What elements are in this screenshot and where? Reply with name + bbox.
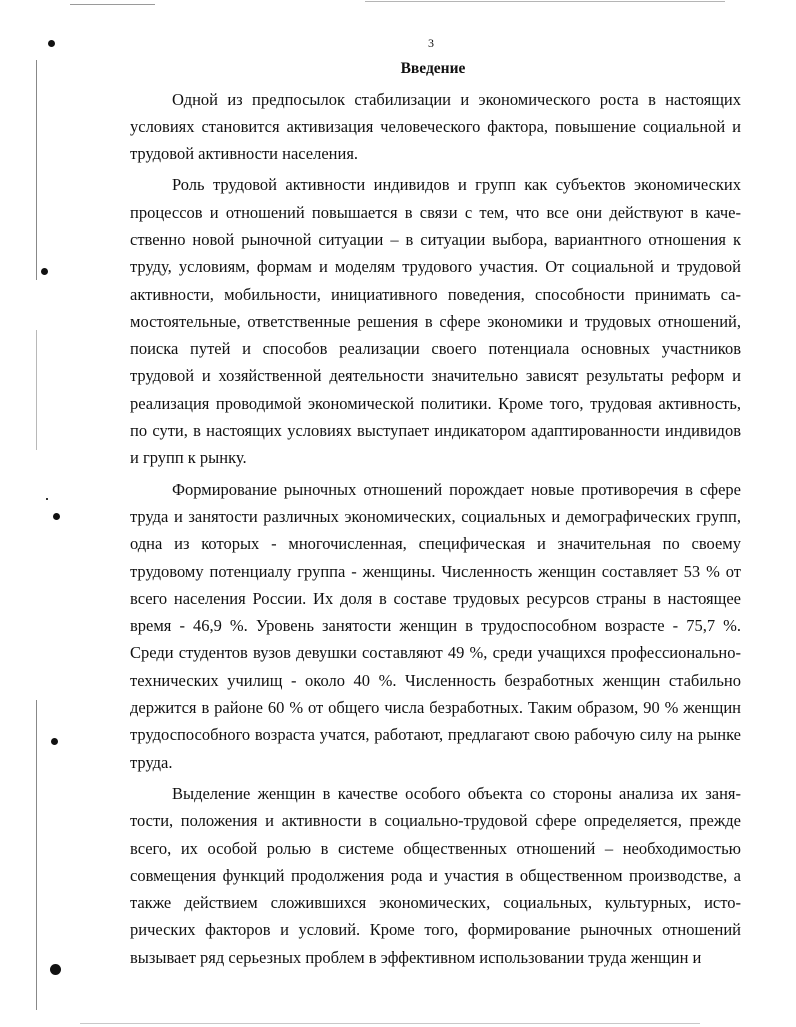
page-title: Введение — [400, 60, 466, 77]
scan-edge-top — [365, 1, 725, 2]
scan-speck — [46, 498, 48, 500]
paragraph-role-of-activity: Роль трудовой активности индивидов и групп как субъектов экономических процессов и отношений повышается в связи с тем, что все они действуют в качественно новой рыночной ситуации – в ситуации выбора, вариантного отношения к труду, условиям, формам и моделям трудового участия. От социальной и трудовой активности, мобильности, инициативного поведения, способности принимать самостоятельные, ответственные решения в сфере экономики и трудовых отношений, поиска путей и способов реализации своего потенциала основных участников трудовой и хозяйственной деятельности значительно зависят результаты реформ и реализация проводимой экономической политики. Кроме того, трудовая активность, по сути, в настоящих условиях выступает индикатором адаптированности индивидов и групп к рынку. — [130, 175, 741, 468]
binding-line — [36, 60, 37, 280]
punch-hole-mark — [50, 964, 61, 975]
punch-hole-mark — [51, 738, 58, 745]
paragraph-women-special-object: Выделение женщин в качестве особого объекта со стороны анализа их занятости, положения и активности в социально-трудовой сфере определяется, прежде всего, их особой ролью в системе общественных отношений – необходимостью совмещения функций продолжения рода и участия в общественном производстве, а также действием сложившихся экономических, социальных, культурных, исторических факторов и условий. Кроме того, формирование рыночных отношений вызывает ряд серьезных проблем в эффективном использовании труда женщин и — [130, 783, 741, 967]
punch-hole-mark — [41, 268, 48, 275]
paragraph-market-relations: Формирование рыночных отношений порождает новые противоречия в сфере труда и занятости различных экономических, социальных и демографических групп, одна из которых - многочисленная, специфическая и значительная по своему трудовому потенциалу группа - женщины. Численность женщин составляет 53 % от всего населения России. Их доля в составе трудовых ресурсов страны в настоящее время - 46,9 %. Уровень занятости женщин в трудоспособном возрасте - 75,7 %. Среди студентов вузов девушки составляют 49 %, среди учащихся профессионально-технических училищ - около 40 %. Численность безработных женщин стабильно держится в районе 60 % от общего числа безработных. Таким образом, 90 % женщин трудоспособного возраста учатся, работают, предлагают свою рабочую силу на рынке труда. — [130, 479, 741, 772]
scan-edge-bottom — [80, 1023, 700, 1024]
page-number: 3 — [428, 36, 434, 50]
binding-line — [36, 330, 37, 450]
punch-hole-mark — [53, 513, 60, 520]
scan-edge-top-left — [70, 4, 155, 5]
document-body — [130, 86, 741, 972]
paragraph-intro: Одной из предпосылок стабилизации и экономического роста в настоящих условиях становится активизация человеческого фактора, повышение социальной и трудовой активности населения. — [130, 89, 741, 164]
binding-line — [36, 700, 37, 1010]
